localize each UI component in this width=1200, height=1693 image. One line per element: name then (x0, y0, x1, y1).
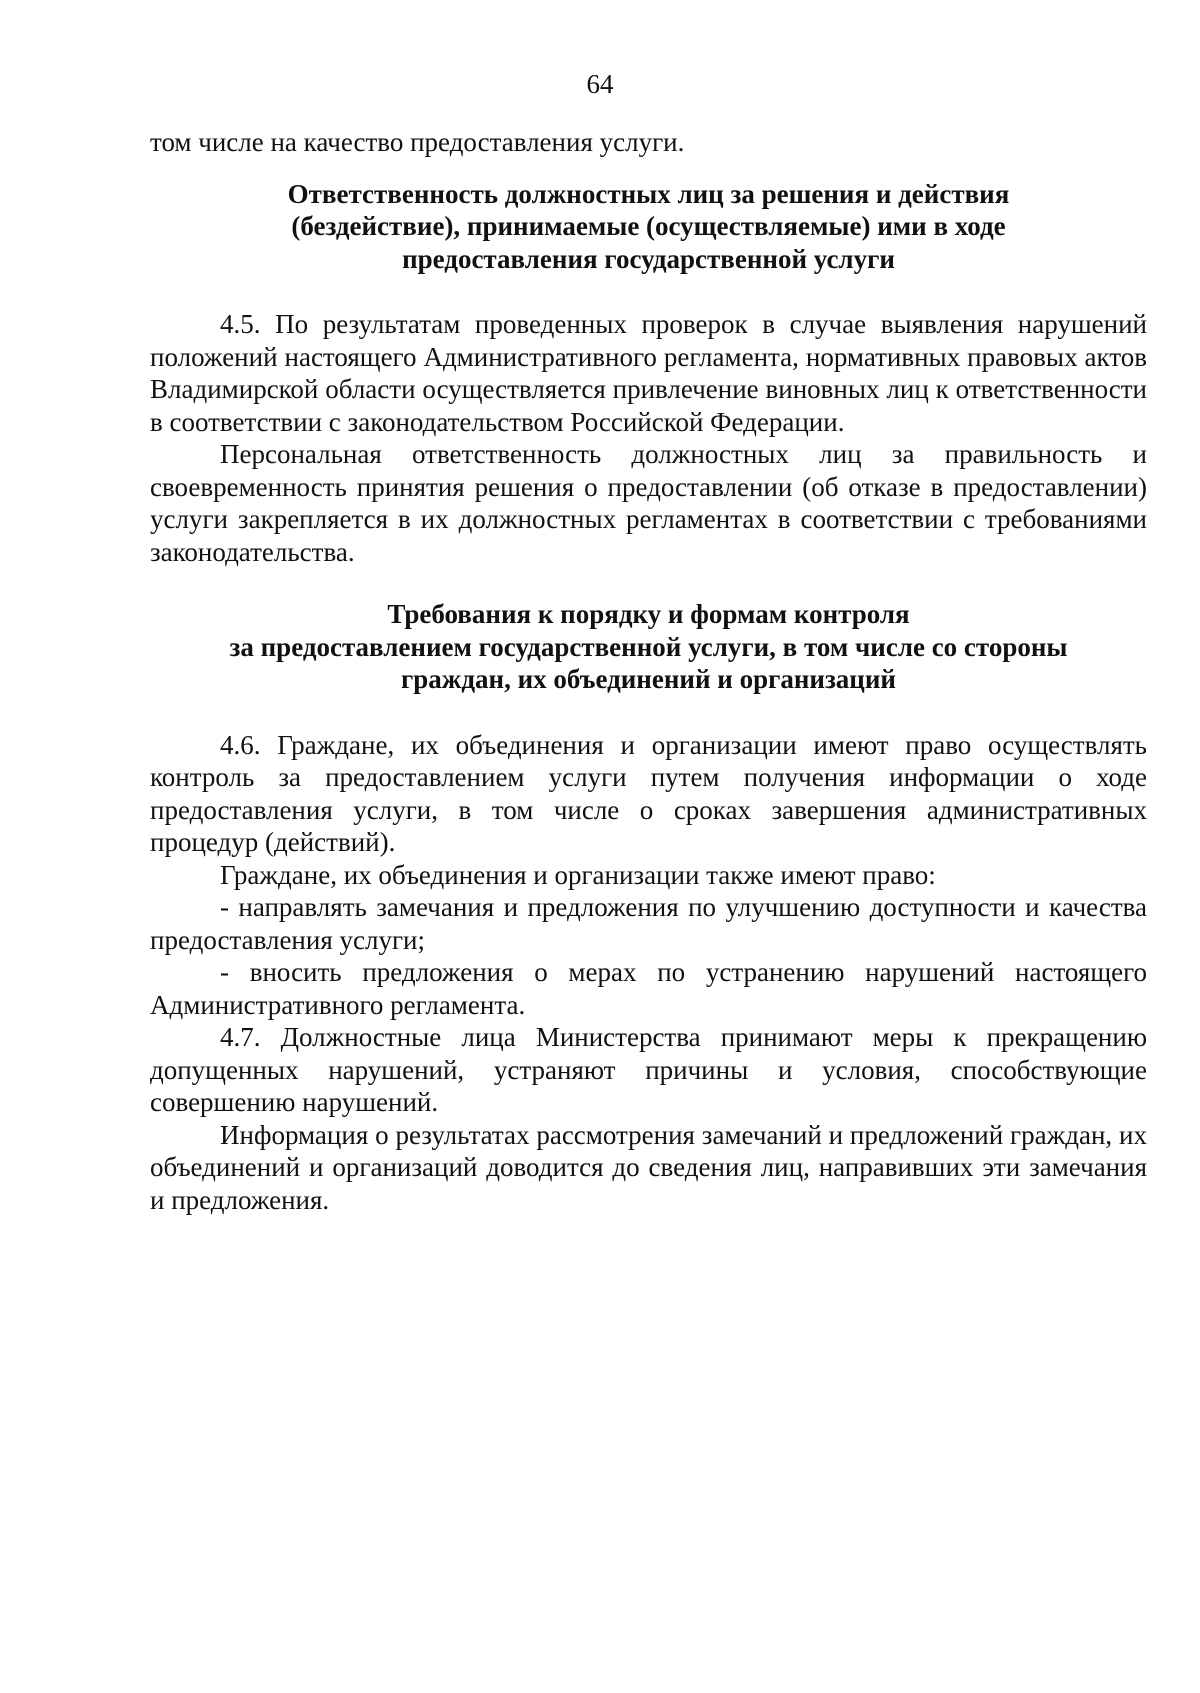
document-body (150, 126, 1147, 1216)
paragraph-results-info: Информация о результатах рассмотрения замечаний и предложений граждан, их объединений и организаций доводится до сведения лиц, направивших эти замечания и предложения. (150, 1119, 1147, 1215)
heading-line: предоставления государственной услуги (402, 243, 895, 274)
section-heading-control-requirements (150, 598, 1147, 696)
paragraph-citizens-rights: Граждане, их объединения и организации также имеют право: (220, 859, 936, 890)
page-number: 64 (586, 69, 614, 99)
heading-line: (бездействие), принимаемые (осуществляемые) ими в ходе (291, 211, 1006, 241)
list-item-remarks: - направлять замечания и предложения по улучшению доступности и качества предоставления услуги; (150, 892, 1147, 955)
heading-line: за предоставлением государственной услуги, в том числе со стороны (229, 631, 1068, 662)
paragraph-4-6: 4.6. Граждане, их объединения и организации имеют право осуществлять контроль за предоставлением услуги путем получения информации о ходе предоставления услуги, в том числе о сроках завершения административных процедур (действий). (150, 729, 1147, 857)
paragraph-personal-responsibility: Персональная ответственность должностных лиц за правильность и своевременность принятия решения о предоставлении (об отказе в предоставлении) услуги закрепляется в их должностных регламентах в соответствии с требованиями законодательства. (150, 439, 1147, 567)
heading-line: Ответственность должностных лиц за решения и действия (287, 178, 1010, 209)
paragraph-4-5: 4.5. По результатам проведенных проверок в случае выявления нарушений положений настоящего Административного регламента, нормативных правовых актов Владимирской области осуществляется привлечение виновных лиц к ответственности в соответствии с законодательством Российской Федерации. (150, 309, 1147, 437)
list-item-proposals: - вносить предложения о мерах по устранению нарушений настоящего Административного регламента. (150, 957, 1147, 1020)
section-heading-responsibility (150, 178, 1147, 276)
heading-line: Требования к порядку и формам контроля (387, 599, 910, 629)
paragraph-4-7: 4.7. Должностные лица Министерства принимают меры к прекращению допущенных нарушений, устраняют причины и условия, способствующие совершению нарушений. (150, 1022, 1147, 1117)
heading-line: граждан, их объединений и организаций (401, 664, 896, 694)
continuation-paragraph: том числе на качество предоставления услуги. (150, 127, 685, 157)
